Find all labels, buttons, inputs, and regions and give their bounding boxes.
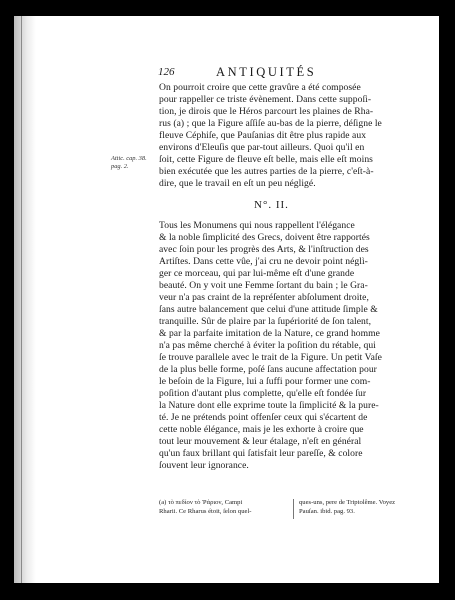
text-line: pour rappeller ce triste évènement. Dans cette suppoſi- <box>159 94 372 105</box>
text-line: & par la parfaite imitation de la Nature, ce grand homme <box>159 328 380 339</box>
text-line: poſition d'autant plus complette, qu'elle eſt fondée ſur <box>159 388 367 399</box>
text-line: On pourroit croire que cette gravûre a été composée <box>159 82 361 93</box>
text-line: de la plus belle forme, poſé ſans aucune affectation pour <box>159 364 377 375</box>
running-title: ANTIQUITÉS <box>216 65 317 79</box>
text-line: veur n'a pas craint de la repréſenter abſolument droite, <box>159 292 369 303</box>
footnote-line: ques-uns, pere de Triptolême. Voyez <box>299 499 396 506</box>
text-line: ſouvent leur ignorance. <box>159 460 249 471</box>
text-line: cette noble élégance, mais je les exhorte à croire que <box>159 424 364 435</box>
text-line: bien exécutée que les autres parties de la pierre, c'eſt-à- <box>159 166 374 177</box>
text-line: & la noble ſimplicité des Grecs, doivent être rapportés <box>159 232 370 243</box>
text-line: tout leur mouvement & leur étalage, n'eſt en général <box>159 436 362 447</box>
page-number: 126 <box>158 66 175 78</box>
text-line: qu'un faux brillant qui ſatisfait leur pareſſe, & colore <box>159 448 363 459</box>
text-line: Artiſtes. Dans cette vûe, j'ai cru ne devoir point néglì- <box>159 256 368 267</box>
text-line: rus (a) ; que la Figure aſſiſe au-bas de la pierre, déſigne le <box>159 118 382 129</box>
page-gutter-shadow <box>14 16 36 583</box>
text-line: le beſoin de la Figure, lui a ſuffi pour former une com- <box>159 376 371 387</box>
page-gutter-edge <box>21 16 22 583</box>
footnote-column-divider <box>293 499 294 519</box>
text-line: ſoit, cette Figure de fleuve eſt belle, mais elle eſt moins <box>159 154 373 165</box>
text-line: ſe trouve parallele avec le trait de la Figure. Un petit Vaſe <box>159 352 382 363</box>
text-line: fleuve Céphiſe, que Pauſanias dit être plus rapide aux <box>159 130 367 141</box>
footnote-line: (a) τὸ πεδίον τὸ Ῥάριον, Campi <box>159 499 243 506</box>
text-line: environs d'Eleuſis que par-tout ailleurs. Quoi qu'il en <box>159 142 365 153</box>
text-line: avec ſoin pour les progrès des Arts, & l'inſtruction des <box>159 244 369 255</box>
footnote-line: Rharii. Ce Rharus étoit, ſelon quel- <box>159 508 252 515</box>
text-line: dire, que le travail en eſt un peu négligé. <box>159 178 316 189</box>
text-line: beauté. On y voit une Femme ſortant du bain ; le Gra- <box>159 280 368 291</box>
footnote-line: Pauſan. ibid. pag. 93. <box>299 508 355 515</box>
text-line: té. Je ne prétends point offenſer ceux qui s'écartent de <box>159 412 368 423</box>
text-line: Tous les Monumens qui nous rappellent l'élégance <box>159 220 355 231</box>
margin-note-line: pag. 2. <box>111 163 129 170</box>
section-heading: N°. II. <box>254 199 289 211</box>
margin-note-line: Attic. cap. 38. <box>111 155 147 162</box>
text-line: ger ce morceau, qui par lui-même eſt d'une grande <box>159 268 355 279</box>
text-line: la Nature dont elle exprime toute la ſimplicité & la pure- <box>159 400 379 411</box>
book-page <box>14 16 439 583</box>
text-line: tranquille. Sûr de plaire par la ſupériorité de ſon talent, <box>159 316 372 327</box>
text-line: n'a pas même cherché à éviter la poſition du rétable, qui <box>159 340 376 351</box>
text-line: tion, je dirois que le Héros parcourt les plaines de Rha- <box>159 106 374 117</box>
text-line: ſans autre balancement que celui d'une attitude ſimple & <box>159 304 378 315</box>
